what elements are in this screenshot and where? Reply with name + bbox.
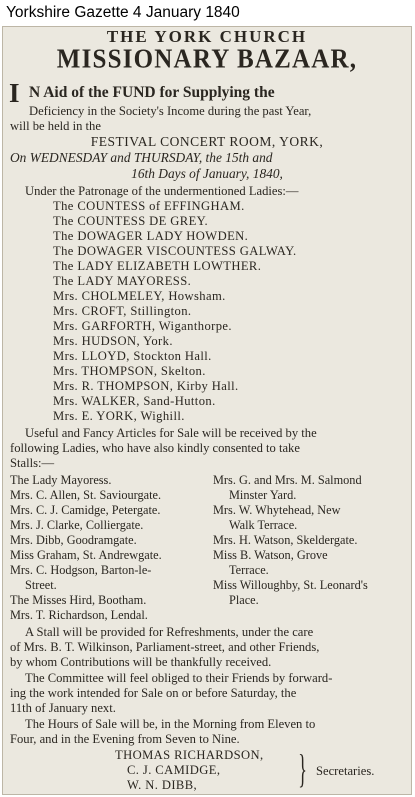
patroness-item: Mrs. R. THOMPSON, Kirby Hall. — [53, 379, 239, 393]
stall-holder: Walk Terrace. — [229, 518, 298, 532]
intro-line-1: N Aid of the FUND for Supplying the — [29, 84, 275, 101]
refreshments-line-2: of Mrs. B. T. Wilkinson, Parliament-street, and other Friends, — [10, 640, 320, 654]
patroness-item: The COUNTESS DE GREY. — [53, 214, 209, 228]
patroness-item: Mrs. E. YORK, Wighill. — [53, 409, 185, 423]
stall-holder: Mrs. Dibb, Goodramgate. — [10, 533, 137, 547]
articles-line-3: Stalls:— — [10, 456, 55, 470]
stall-holder: Mrs. C. J. Camidge, Petergate. — [10, 503, 161, 517]
intro-line-3: will be held in the — [10, 119, 101, 133]
venue-line: FESTIVAL CONCERT ROOM, YORK, — [90, 134, 324, 149]
articles-line-2: following Ladies, who have also kindly consented to take — [10, 441, 300, 455]
refreshments-line-3: by whom Contributions will be thankfully received. — [10, 655, 272, 669]
patroness-item: Mrs. HUDSON, York. — [53, 334, 173, 348]
patroness-item: Mrs. LLOYD, Stockton Hall. — [53, 349, 212, 363]
committee-line-2: ing the work intended for Sale on or before Saturday, the — [10, 686, 297, 700]
heading-missionary-bazaar: MISSIONARY BAZAAR, — [56, 44, 358, 75]
drop-cap: I — [9, 78, 20, 108]
hours-line-2: Four, and in the Evening from Seven to Nine. — [10, 732, 240, 746]
secretaries-label: Secretaries. — [316, 764, 375, 778]
patroness-item: The DOWAGER LADY HOWDEN. — [53, 229, 249, 243]
secretary-name: W. N. DIBB, — [127, 778, 198, 792]
stall-holder: Street. — [25, 578, 57, 592]
secretary-name: C. J. CAMIDGE, — [127, 763, 221, 777]
heading-york-church: THE YORK CHURCH — [106, 27, 308, 46]
patroness-item: Mrs. WALKER, Sand-Hutton. — [53, 394, 216, 408]
patroness-item: The LADY ELIZABETH LOWTHER. — [53, 259, 262, 273]
stall-holder: Mrs. C. Allen, St. Saviourgate. — [10, 488, 162, 502]
patroness-item: Mrs. THOMPSON, Skelton. — [53, 364, 206, 378]
stall-holder: Mrs. J. Clarke, Colliergate. — [10, 518, 144, 532]
brace-icon: } — [298, 746, 307, 791]
secretary-name: THOMAS RICHARDSON, — [115, 748, 264, 762]
stall-holder: Miss B. Watson, Grove — [213, 548, 328, 562]
hours-line-1: The Hours of Sale will be, in the Morning from Eleven to — [25, 717, 316, 731]
newspaper-clipping — [2, 26, 412, 795]
image-caption: Yorkshire Gazette 4 January 1840 — [0, 0, 415, 26]
articles-line-1: Useful and Fancy Articles for Sale will be received by the — [25, 426, 317, 440]
stall-holder: Mrs. W. Whytehead, New — [213, 503, 341, 517]
patroness-item: The LADY MAYORESS. — [53, 274, 192, 288]
patroness-item: Mrs. CROFT, Stillington. — [53, 304, 192, 318]
patroness-item: The COUNTESS of EFFINGHAM. — [53, 199, 245, 213]
stall-holder: The Misses Hird, Bootham. — [10, 593, 147, 607]
stall-holder: Place. — [229, 593, 259, 607]
stall-holder: Terrace. — [229, 563, 269, 577]
patroness-item: The DOWAGER VISCOUNTESS GALWAY. — [53, 244, 297, 258]
stall-holder: Mrs. T. Richardson, Lendal. — [10, 608, 148, 622]
stall-holder: Minster Yard. — [229, 488, 297, 502]
stall-holder: Mrs. G. and Mrs. M. Salmond — [213, 473, 362, 487]
stall-holder: Miss Willoughby, St. Leonard's — [213, 578, 368, 592]
patronage-heading: Under the Patronage of the undermentioned Ladies:— — [25, 184, 299, 198]
stall-holder: The Lady Mayoress. — [10, 473, 112, 487]
stall-holder: Miss Graham, St. Andrewgate. — [10, 548, 162, 562]
date-line-1: On WEDNESDAY and THURSDAY, the 15th and — [10, 150, 273, 165]
patroness-item: Mrs. CHOLMELEY, Howsham. — [53, 289, 226, 303]
committee-line-1: The Committee will feel obliged to their Friends by forward- — [25, 671, 333, 685]
stall-holder: Mrs. H. Watson, Skeldergate. — [213, 533, 358, 547]
refreshments-line-1: A Stall will be provided for Refreshments, under the care — [25, 625, 314, 639]
date-line-2: 16th Days of January, 1840, — [131, 166, 283, 181]
stall-holder: Mrs. C. Hodgson, Barton-le- — [10, 563, 152, 577]
patroness-item: Mrs. GARFORTH, Wiganthorpe. — [53, 319, 232, 333]
intro-line-2: Deficiency in the Society's Income during the past Year, — [29, 104, 312, 118]
committee-line-3: 11th of January next. — [10, 701, 116, 715]
